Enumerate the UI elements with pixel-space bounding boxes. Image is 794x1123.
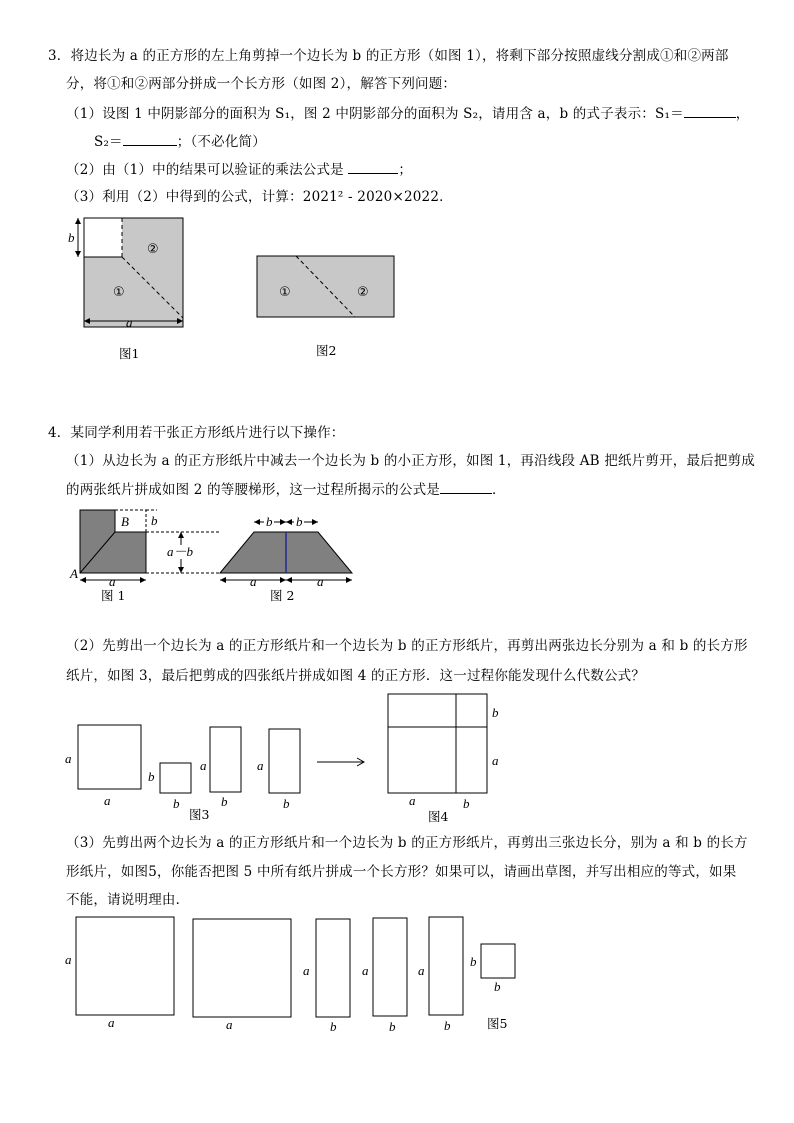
q3-sub1a: （1）设图 1 中阴影部分的面积为 S₁，图 2 中阴影部分的面积为 S₂，请用含 a，b 的式子表示：S₁＝ ， bbox=[66, 103, 749, 124]
q4-fig5-caption: 图5 bbox=[487, 1016, 508, 1031]
q4-fig5-r1-side: a bbox=[303, 963, 310, 978]
q4-fig1-label-B: B bbox=[121, 514, 129, 529]
q4-fig5-sq2-bottom: a bbox=[226, 1017, 233, 1032]
q4-fig4-bottom-a: a bbox=[409, 793, 416, 808]
q4-fig2-label-b2: b bbox=[296, 514, 303, 529]
q3-fig1-label-b: b bbox=[68, 230, 75, 245]
q4-fig3-sq-b-bottom: b bbox=[173, 796, 180, 811]
q4-fig5 bbox=[65, 917, 515, 1034]
q4-fig5-sq1-side: a bbox=[65, 952, 72, 967]
q4-fig1-label-amb: a－b bbox=[167, 544, 194, 559]
q4-fig2-caption: 图 2 bbox=[270, 588, 295, 603]
q3-fig1-part2: ② bbox=[147, 242, 159, 257]
q4-fig3-sq-b-side: b bbox=[148, 769, 155, 784]
q3-line1: 3．将边长为 a 的正方形的左上角剪掉一个边长为 b 的正方形（如图 1），将剩下部分按照虚线分割成①和②两部 bbox=[48, 48, 729, 64]
q4-p1a: （1）从边长为 a 的正方形纸片中减去一个边长为 b 的小正方形，如图 1，再沿线段 AB 把纸片剪开，最后把剪成 bbox=[66, 453, 755, 469]
q4-fig5-r2-bottom: b bbox=[389, 1019, 396, 1034]
q3-fig2-part1: ① bbox=[279, 285, 291, 300]
q4-fig1-label-a: a bbox=[109, 574, 116, 589]
q4-fig5-sq1-bottom: a bbox=[108, 1015, 115, 1030]
q4-fig5-sqb-bottom: b bbox=[494, 979, 501, 994]
q4-fig1-label-A: A bbox=[70, 566, 78, 581]
q4-fig4-bottom-b: b bbox=[463, 796, 470, 811]
q4-p3a: （3）先剪出两个边长为 a 的正方形纸片和一个边长为 b 的正方形纸片，再剪出三张边长分，别为 a 和 b 的长方 bbox=[66, 835, 748, 851]
q4-fig1-label-b: b bbox=[151, 513, 158, 528]
q4-fig2-label-a1: a bbox=[250, 574, 257, 589]
q3-fig2-part2: ② bbox=[357, 285, 369, 300]
q3-fig1-label-a: a bbox=[126, 315, 133, 330]
q4-p1b-post: ． bbox=[491, 482, 506, 498]
q4-fig4 bbox=[388, 694, 499, 824]
q4-p3b: 形纸片，如图5，你能否把图 5 中所有纸片拼成一个长方形？如果可以，请画出草图，并写出相应的等式，如果 bbox=[66, 864, 737, 880]
q4-fig3-r1-bottom: b bbox=[221, 794, 228, 809]
q4-fig5-sqb-side: b bbox=[470, 954, 477, 969]
q3-sub1b-pre: S₂＝ bbox=[94, 134, 123, 150]
q3-sub1b-post: ；（不必化简） bbox=[176, 134, 266, 150]
q3-fig2-caption: 图2 bbox=[316, 343, 337, 358]
q4-fig3-sq-a-bottom: a bbox=[104, 793, 111, 808]
q4-fig1-caption: 图 1 bbox=[101, 588, 126, 603]
q4-fig5-r3-side: a bbox=[418, 963, 425, 978]
q3-sub3: （3）利用（2）中得到的公式，计算：2021² - 2020×2022． bbox=[66, 189, 453, 205]
q4-p2b: 纸片，如图 3，最后把剪成的四张纸片拼成如图 4 的正方形．这一过程你能发现什么代数公式？ bbox=[66, 668, 646, 684]
q4-p3c: 不能，请说明理由． bbox=[66, 892, 190, 908]
q4-fig2-label-a2: a bbox=[317, 574, 324, 589]
q4-p1b-text: 的两张纸片拼成如图 2 的等腰梯形，这一过程所揭示的公式是 bbox=[66, 482, 440, 498]
q4-fig1 bbox=[69, 510, 220, 603]
q4-fig3-caption: 图3 bbox=[189, 807, 210, 822]
q4-fig3 bbox=[65, 725, 300, 822]
q4-fig3-r2-side: a bbox=[257, 758, 264, 773]
q4-line1: 4．某同学利用若干张正方形纸片进行以下操作： bbox=[48, 425, 345, 441]
q4-fig3-r2-bottom: b bbox=[283, 796, 290, 811]
q3-sub2-post: ； bbox=[398, 162, 413, 178]
q4-fig3-r1-side: a bbox=[200, 758, 207, 773]
q4-fig5-r1-bottom: b bbox=[330, 1019, 337, 1034]
q4-fig4-caption: 图4 bbox=[428, 809, 449, 824]
q3-fig1-caption: 图1 bbox=[119, 346, 140, 361]
q4-fig3-sq-a-side: a bbox=[65, 751, 72, 766]
q3-line2: 分，将①和②两部分拼成一个长方形（如图 2），解答下列问题： bbox=[66, 76, 457, 92]
q4-p2a: （2）先剪出一个边长为 a 的正方形纸片和一个边长为 b 的正方形纸片，再剪出两张边长分别为 a 和 b 的长方形 bbox=[66, 638, 748, 654]
q4-fig4-right-b: b bbox=[492, 705, 499, 720]
q4-fig5-r3-bottom: b bbox=[444, 1018, 451, 1033]
q4-fig5-r2-side: a bbox=[362, 963, 369, 978]
q4-fig2-label-b1: b bbox=[266, 514, 273, 529]
q4-fig2 bbox=[220, 514, 352, 603]
arrow-right-icon bbox=[317, 758, 364, 766]
q3-sub2-text: （2）由（1）中的结果可以验证的乘法公式是 bbox=[66, 162, 344, 178]
q3-sub1a-text: （1）设图 1 中阴影部分的面积为 S₁，图 2 中阴影部分的面积为 S₂，请用含 a，b 的式子表示：S₁＝ bbox=[66, 106, 684, 122]
q4-fig4-right-a: a bbox=[492, 753, 499, 768]
q3-fig1-part1: ① bbox=[113, 285, 125, 300]
